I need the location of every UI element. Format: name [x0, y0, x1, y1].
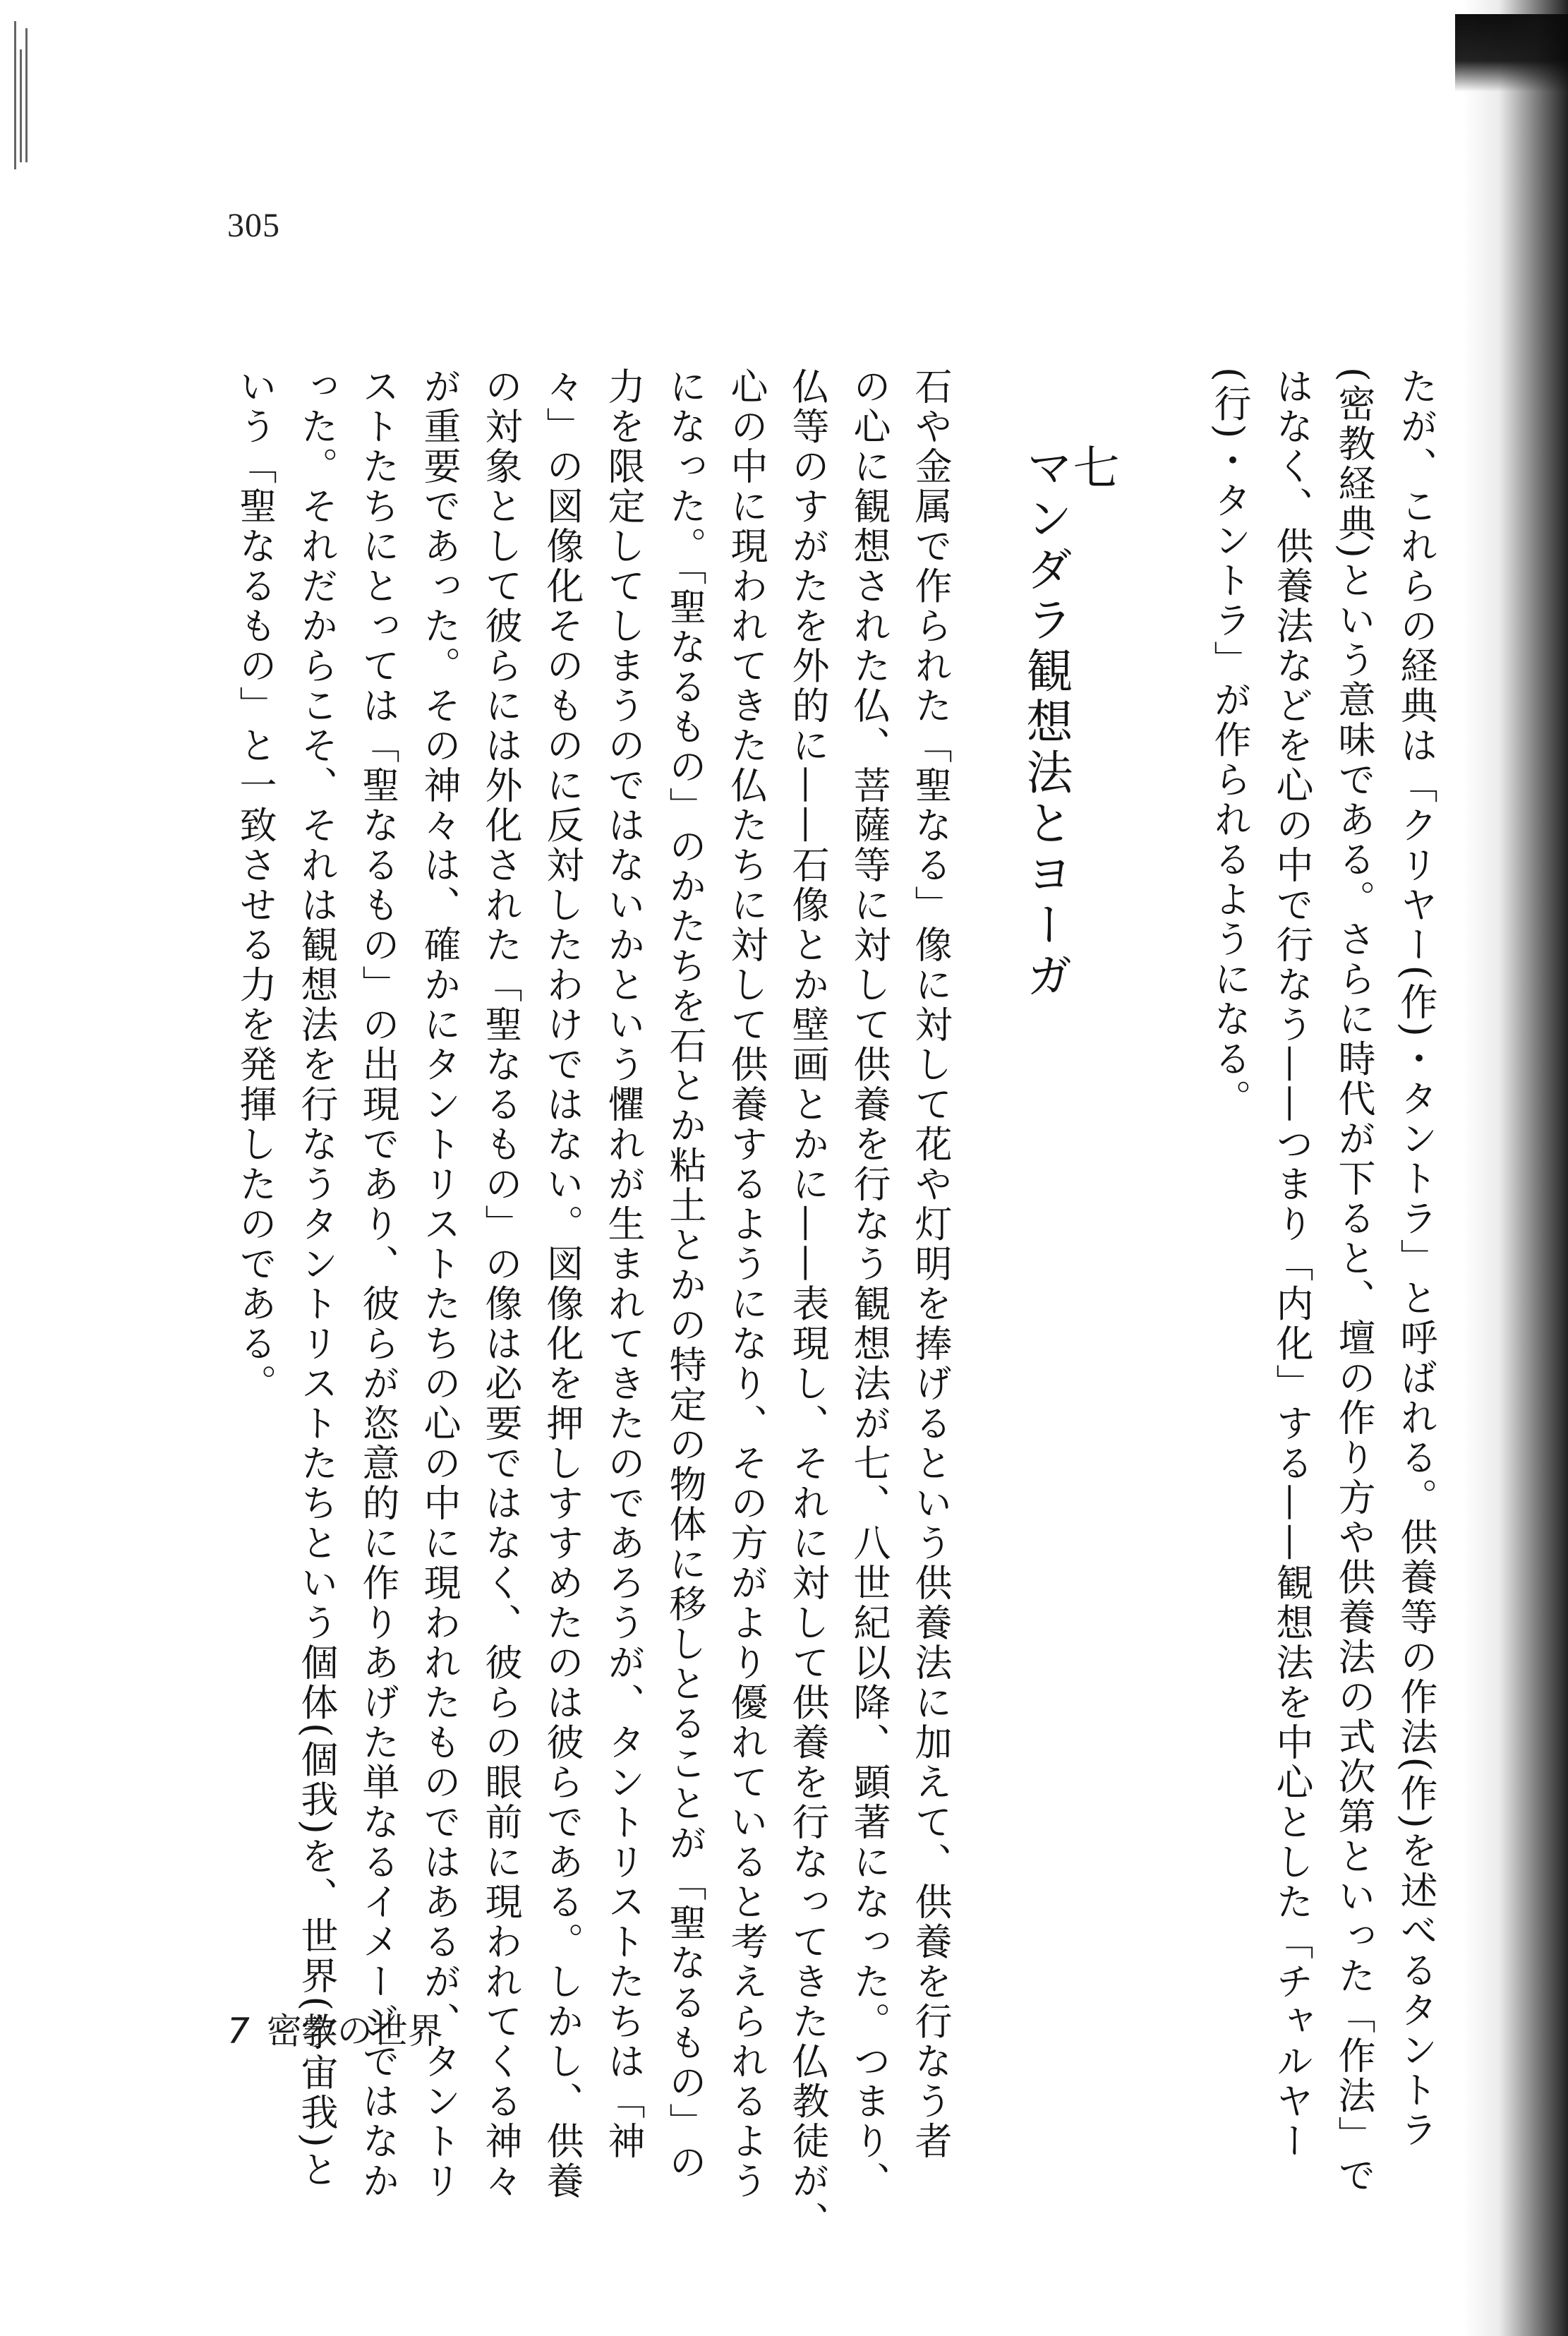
- text-column: の対象として彼らには外化された「聖なるもの」の像は必要ではなく、彼らの眼前に現われてくる神々: [479, 367, 522, 2201]
- text-column: (密教経典)という意味である。さらに時代が下ると、壇の作り方や供養法の式次第といった「作法」で: [1332, 367, 1375, 2196]
- running-footer: [227, 2003, 443, 2054]
- chapter-number: 7: [227, 2011, 250, 2052]
- text-column: が重要であった。その神々は、確かにタントリストたちの心の中に現われたものではあるが、タントリ: [418, 367, 461, 2201]
- text-column: (行)・タントラ」が作られるようになる。: [1208, 367, 1251, 1119]
- binding-shadow: [1462, 0, 1568, 2336]
- text-column: 石や金属で作られた「聖なる」像に対して花や灯明を捧げるという供養法に加えて、供養を行なう者: [909, 367, 952, 2162]
- text-column: になった。「聖なるもの」のかたちを石とか粘土とかの特定の物体に移しとることが「聖なるもの」の: [663, 367, 706, 2183]
- text-column: の心に観想された仏、菩薩等に対して供養を行なう観想法が七、八世紀以降、顕著になった。つまり、: [848, 367, 891, 2201]
- text-column: 力を限定してしまうのではないかという懼れが生まれてきたのであろうが、タントリストたちは「神: [602, 367, 645, 2162]
- text-column: たが、これらの経典は「クリヤー(作)・タントラ」と呼ばれる。供養等の作法(作)を述べるタントラ: [1394, 367, 1437, 2150]
- section-title: マンダラ観想法とヨーガ: [1018, 443, 1073, 1002]
- section-heading: [1018, 443, 1119, 1002]
- page-number: 305: [227, 207, 280, 244]
- section-number: 七: [1065, 443, 1119, 490]
- text-column: ストたちにとっては「聖なるもの」の出現であり、彼らが恣意的に作りあげた単なるイメージではなか: [356, 367, 399, 2201]
- text-column: はなく、供養法などを心の中で行なう——つまり「内化」する——観想法を中心とした「チャルヤー: [1270, 367, 1313, 2162]
- text-column: 心の中に現われてきた仏たちに対して供養するようになり、その方がより優れていると考えられるよう: [725, 367, 768, 2201]
- scan-edge-marks: [13, 21, 30, 183]
- text-column: 仏等のすがたを外的に——石像とか壁画とかに——表現し、それに対して供養を行なってきた仏教徒が、: [786, 367, 829, 2241]
- chapter-title: 密教の世界: [266, 2011, 443, 2052]
- text-column: 々」の図像化そのものに反対したわけではない。図像化を押しすすめたのは彼らである。しかし、供養: [541, 367, 584, 2201]
- text-column: った。それだからこそ、それは観想法を行なうタントリストたちという個体(個我)を、世界(宇宙我)と: [295, 367, 338, 2190]
- text-column: いう「聖なるもの」と一致させる力を発揮したのである。: [234, 367, 277, 1404]
